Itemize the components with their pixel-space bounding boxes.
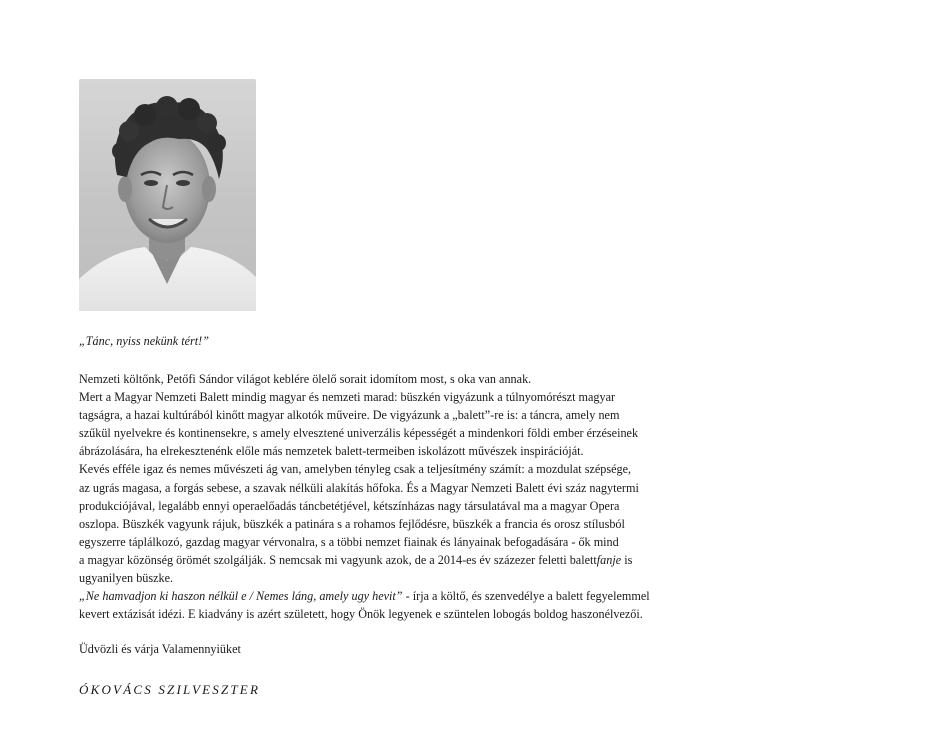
body-text (79, 370, 719, 623)
body-line: az ugrás magasa, a forgás sebese, a szavak nélküli alakítás hőfoka. És a Magyar Nemzeti Balett évi száz nagytermi (79, 480, 639, 495)
body-line: oszlopa. Büszkék vagyunk rájuk, büszkék a patinára s a rohamos fejlődésre, büszkék a francia és orosz stílusból (79, 516, 625, 531)
body-line: ugyanilyen büszke. (79, 571, 174, 586)
signature: ÓKOVÁCS SZILVESZTER (79, 682, 261, 697)
greeting: Üdvözli és várja Valamennyiüket (79, 642, 241, 656)
body-line (79, 551, 719, 569)
body-line: ábrázolására, ha elrekesztenénk előle más nemzetek balett-termeiben iskolázott művészek inspirációját. (79, 444, 584, 459)
body-line: produkciójával, legalább ennyi operaelőadás táncbetétjével, kétszínházas nagy társulatával ma a magyar Opera (79, 498, 620, 513)
body-line: tagságra, a hazai kultúrából kinőtt magyar alkotók műveire. De vigyázunk a „balett”-re is: a táncra, amely nem (79, 408, 620, 423)
opening-quote: „Tánc, nyiss nekünk tért!” (79, 334, 209, 348)
body-line: Nemzeti költőnk, Petőfi Sándor világot keblére ölelő sorait idomítom most, s oka van annak. (79, 372, 532, 386)
body-line-text: a magyar közönség örömét szolgálják. S nemcsak mi vagyunk azok, de a 2014-es év százezer feletti balett (79, 552, 597, 567)
portrait-photo (79, 79, 256, 311)
body-line: kevert extázisát idézi. E kiadvány is azért született, hogy Önök legyenek e szüntelen lobogás boldog haszonélvezői. (79, 607, 643, 622)
portrait-illustration (79, 79, 256, 311)
body-line-text: - írja a költő, és szenvedélye a balett fegyelemmel (402, 589, 650, 604)
body-line: egyszerre táplálkozó, gazdag magyar vérvonalra, s a többi nemzet fiainak és lányainak befogadására - ők mind (79, 534, 619, 549)
body-line: Mert a Magyar Nemzeti Balett mindig magyar és nemzeti marad: büszkén vigyázunk a túlnyomórészt magyar (79, 390, 616, 405)
poem-quote: „Ne hamvadjon ki haszon nélkül e / Nemes láng, amely ugy hevit” (79, 589, 403, 604)
body-line-text: is (621, 552, 633, 567)
body-line: szűkül nyelvekre és kontinensekre, s amely elvesztené univerzális képességét a mindenkori földi ember érzéseinek (79, 426, 639, 441)
body-line (79, 587, 719, 605)
italic-word: fanje (596, 552, 622, 567)
body-line: Kevés efféle igaz és nemes művészeti ág van, amelyben tényleg csak a teljesítmény számít: a mozdulat szépsége, (79, 462, 632, 477)
